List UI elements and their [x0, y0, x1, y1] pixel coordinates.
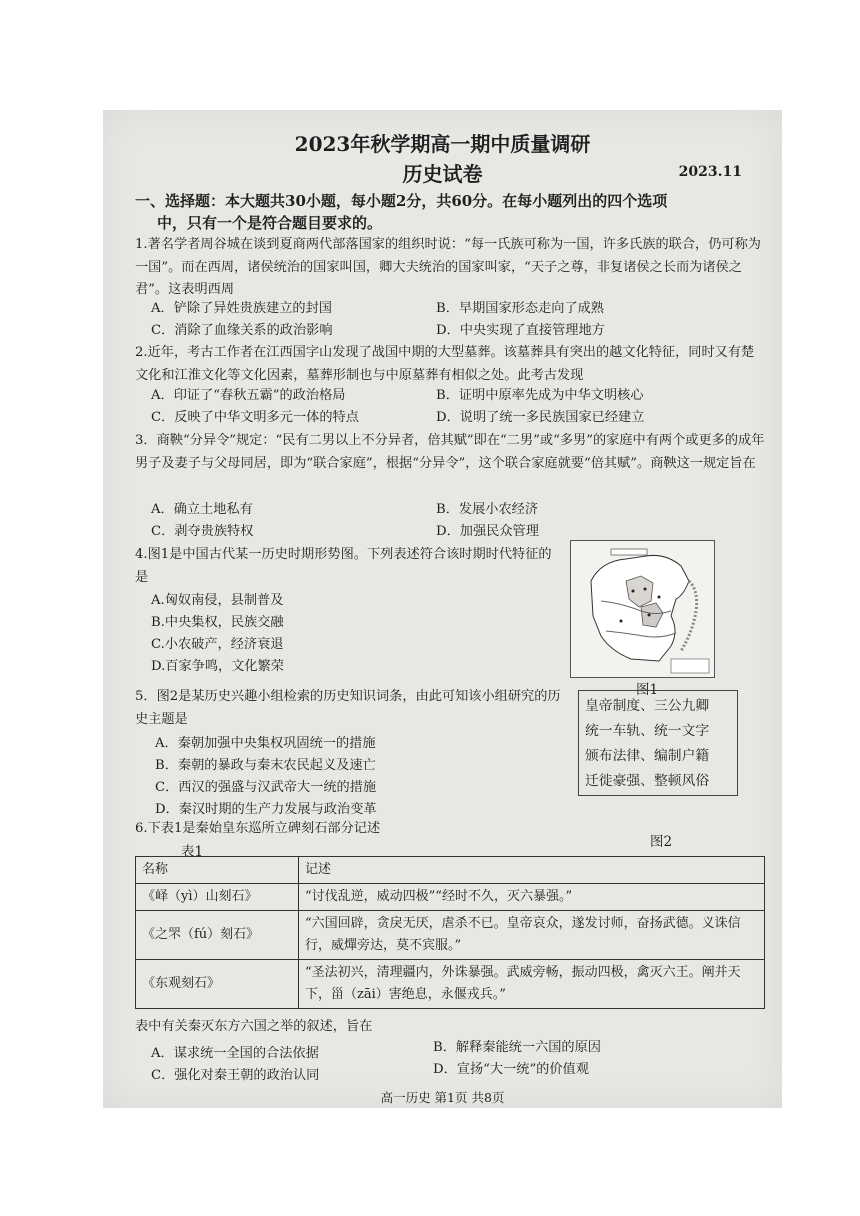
question-4-option-c[interactable]: C.小农破产，经济衰退 [151, 637, 284, 652]
question-5-option-a[interactable]: A．秦朝加强中央集权巩固统一的措施 [155, 736, 376, 751]
question-4-option-d[interactable]: D.百家争鸣，文化繁荣 [151, 659, 284, 674]
question-6-option-b[interactable]: B．解释秦能统一六国的原因 [433, 1040, 601, 1055]
exam-title: 2023年秋学期高一期中质量调研 [294, 132, 591, 156]
question-1-option-c[interactable]: C．消除了血缘关系的政治影响 [151, 323, 333, 338]
question-3-option-a[interactable]: A．确立土地私有 [151, 502, 253, 517]
figure-2-terms-box [578, 690, 738, 796]
question-1-option-d[interactable]: D．中央实现了直接管理地方 [436, 323, 605, 338]
table-cell-record: “讨伐乱逆，威动四极”“经时不久，灭六暴强。” [299, 884, 765, 911]
question-6-option-d[interactable]: D．宣扬“大一统”的价值观 [433, 1062, 589, 1077]
question-2-option-d[interactable]: D．说明了统一多民族国家已经建立 [436, 410, 645, 425]
table-header-cell: 记述 [299, 857, 765, 884]
figure-2-line: 颁布法律、编制户籍 [585, 748, 710, 764]
figure-1-map [570, 540, 715, 678]
question-3-option-c[interactable]: C．剥夺贵族特权 [151, 524, 254, 539]
question-3-stem: 3．商鞅“分异令”规定：“民有二男以上不分异者，倍其赋”即在“二男”或“多男”的家庭中有两个或更多的成年男子及妻子与父母同居，即为“联合家庭”，根据“分异令”，这个联合家庭就要“倍其赋”。商鞅这一规定旨在 [135, 433, 765, 471]
question-1-option-b[interactable]: B．早期国家形态走向了成熟 [436, 301, 604, 316]
exam-date: 2023.11 [678, 164, 742, 180]
table-1 [135, 856, 765, 1009]
question-2-option-b[interactable]: B．证明中原率先成为中华文明核心 [436, 388, 644, 403]
question-6-prompt: 表中有关秦灭东方六国之举的叙述，旨在 [135, 1019, 373, 1034]
question-4-option-b[interactable]: B.中央集权，民族交融 [151, 615, 284, 630]
section-heading-line1: 一、选择题：本大题共30小题，每小题2分，共60分。在每小题列出的四个选项 [135, 192, 668, 210]
table-cell-record: “六国回辟，贪戾无厌，虐杀不已。皇帝哀众，遂发讨师，奋扬武德。义诛信行，威燀旁达，莫不宾服。” [299, 911, 765, 960]
figure-2-line: 统一车轨、统一文字 [585, 723, 710, 739]
table-row [136, 960, 765, 1009]
table-row [136, 911, 765, 960]
question-3-option-d[interactable]: D．加强民众管理 [436, 524, 539, 539]
exam-subtitle: 历史试卷 [402, 162, 483, 186]
table-row [136, 884, 765, 911]
question-6-option-c[interactable]: C．强化对秦王朝的政治认同 [151, 1068, 320, 1083]
question-2-option-a[interactable]: A．印证了“春秋五霸”的政治格局 [151, 388, 346, 403]
question-2-option-c[interactable]: C．反映了中华文明多元一体的特点 [151, 410, 359, 425]
table-header-row [136, 857, 765, 884]
question-5-stem: 5．图2是某历史兴趣小组检索的历史知识词条，由此可知该小组研究的历史主题是 [135, 689, 561, 727]
question-5-option-b[interactable]: B．秦朝的暴政与秦末农民起义及速亡 [155, 758, 376, 773]
question-1-option-a[interactable]: A．铲除了异姓贵族建立的封国 [151, 301, 332, 316]
figure-2-line: 皇帝制度、三公九卿 [585, 698, 710, 714]
question-4-stem: 4.图1是中国古代某一历史时期形势图。下列表述符合该时期时代特征的是 [135, 547, 552, 585]
historical-map-icon [571, 541, 714, 677]
question-1-stem: 1.著名学者周谷城在谈到夏商两代部落国家的组织时说：“每一氏族可称为一国，许多氏族的联合，仍可称为一国”。而在西周，诸侯统治的国家叫国，卿大夫统治的国家叫家，“天子之尊，非复诸侯之长而为诸侯之君”。这表明西周 [135, 237, 761, 297]
page-footer: 高一历史 第1页 共8页 [380, 1090, 505, 1105]
question-6-stem: 6.下表1是秦始皇东巡所立碑刻石部分记述 [135, 821, 381, 836]
table-cell-record: “圣法初兴，清理疆内，外诛暴强。武威旁畅，振动四极，禽灭六王。阐并天下，甾（zāi）害绝息，永偃戎兵。” [299, 960, 765, 1009]
question-5-option-d[interactable]: D．秦汉时期的生产力发展与政治变革 [155, 802, 377, 817]
question-2-stem: 2.近年，考古工作者在江西国字山发现了战国中期的大型墓葬。该墓葬具有突出的越文化特征，同时又有楚文化和江淮文化等文化因素，墓葬形制也与中原墓葬有相似之处。此考古发现 [135, 345, 755, 383]
section-heading-line2: 中，只有一个是符合题目要求的。 [157, 214, 383, 232]
question-6-option-a[interactable]: A．谋求统一全国的合法依据 [151, 1046, 319, 1061]
question-4-option-a[interactable]: A.匈奴南侵，县制普及 [151, 593, 284, 608]
table-1-caption: 表1 [181, 844, 204, 860]
exam-paper [103, 110, 782, 1108]
table-cell-name: 《东观刻石》 [136, 960, 299, 1009]
question-5-option-c[interactable]: C．西汉的强盛与汉武帝大一统的措施 [155, 780, 377, 795]
table-cell-name: 《峄（yì）山刻石》 [136, 884, 299, 911]
figure-1-caption: 图1 [636, 682, 659, 698]
figure-2-line: 迁徙豪强、整顿风俗 [585, 773, 710, 789]
section-heading [135, 190, 765, 234]
question-3-option-b[interactable]: B．发展小农经济 [436, 502, 539, 517]
table-cell-name: 《之罘（fú）刻石》 [136, 911, 299, 960]
figure-2-caption: 图2 [650, 834, 673, 850]
table-header-cell: 名称 [136, 857, 299, 884]
